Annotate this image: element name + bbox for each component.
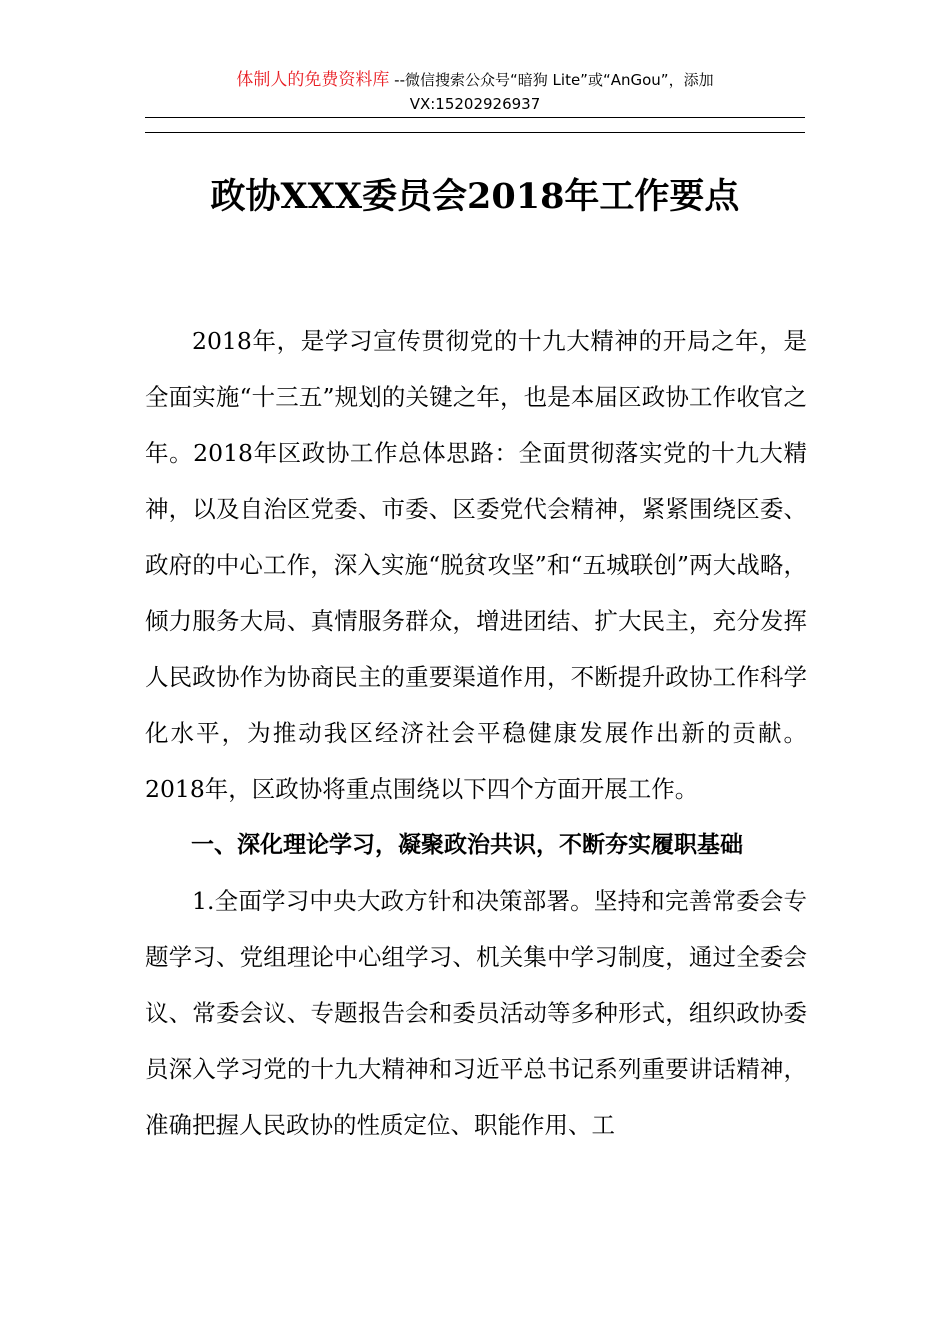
header-brand: 体制人的免费资料库 [236,70,390,90]
document-title: 政协XXX委员会2018年工作要点 [210,176,740,217]
section-heading: 一、深化理论学习，凝聚政治共识，不断夯实履职基础 [191,832,743,858]
header-divider-bottom [145,132,805,133]
page-header [0,68,950,116]
intro-paragraph: 2018年，是学习宣传贯彻党的十九大精神的开局之年，是全面实施“十三五”规划的关键之年，也是本届区政协工作收官之年。2018年区政协工作总体思路：全面贯彻落实党的十九大精神，以及自治区党委、市委、区委党代会精神，紧紧围绕区委、政府的中心工作，深入实施“脱贫攻坚”和“五城联创”两大战略，倾力服务大局、真情服务群众，增进团结、扩大民主，充分发挥人民政协作为协商民主的重要渠道作用，不断提升政协工作科学化水平，为推动我区经济社会平稳健康发展作出新的贡献。2018年，区政协将重点围绕以下四个方面开展工作。 [145,327,807,803]
document-body [145,313,807,1153]
header-divider-top [145,117,805,118]
header-line-1 [0,68,950,92]
item-paragraph: 1.全面学习中央大政方针和决策部署。坚持和完善常委会专题学习、党组理论中心组学习、机关集中学习制度，通过全委会议、常委会议、专题报告会和委员活动等多种形式，组织政协委员深入学习党的十九大精神和习近平总书记系列重要讲话精神，准确把握人民政协的性质定位、职能作用、工 [145,887,807,1139]
header-contact: VX:15202926937 [409,95,541,113]
header-note: --微信搜索公众号“暗狗 Lite”或“AnGou”，添加 [389,71,714,89]
